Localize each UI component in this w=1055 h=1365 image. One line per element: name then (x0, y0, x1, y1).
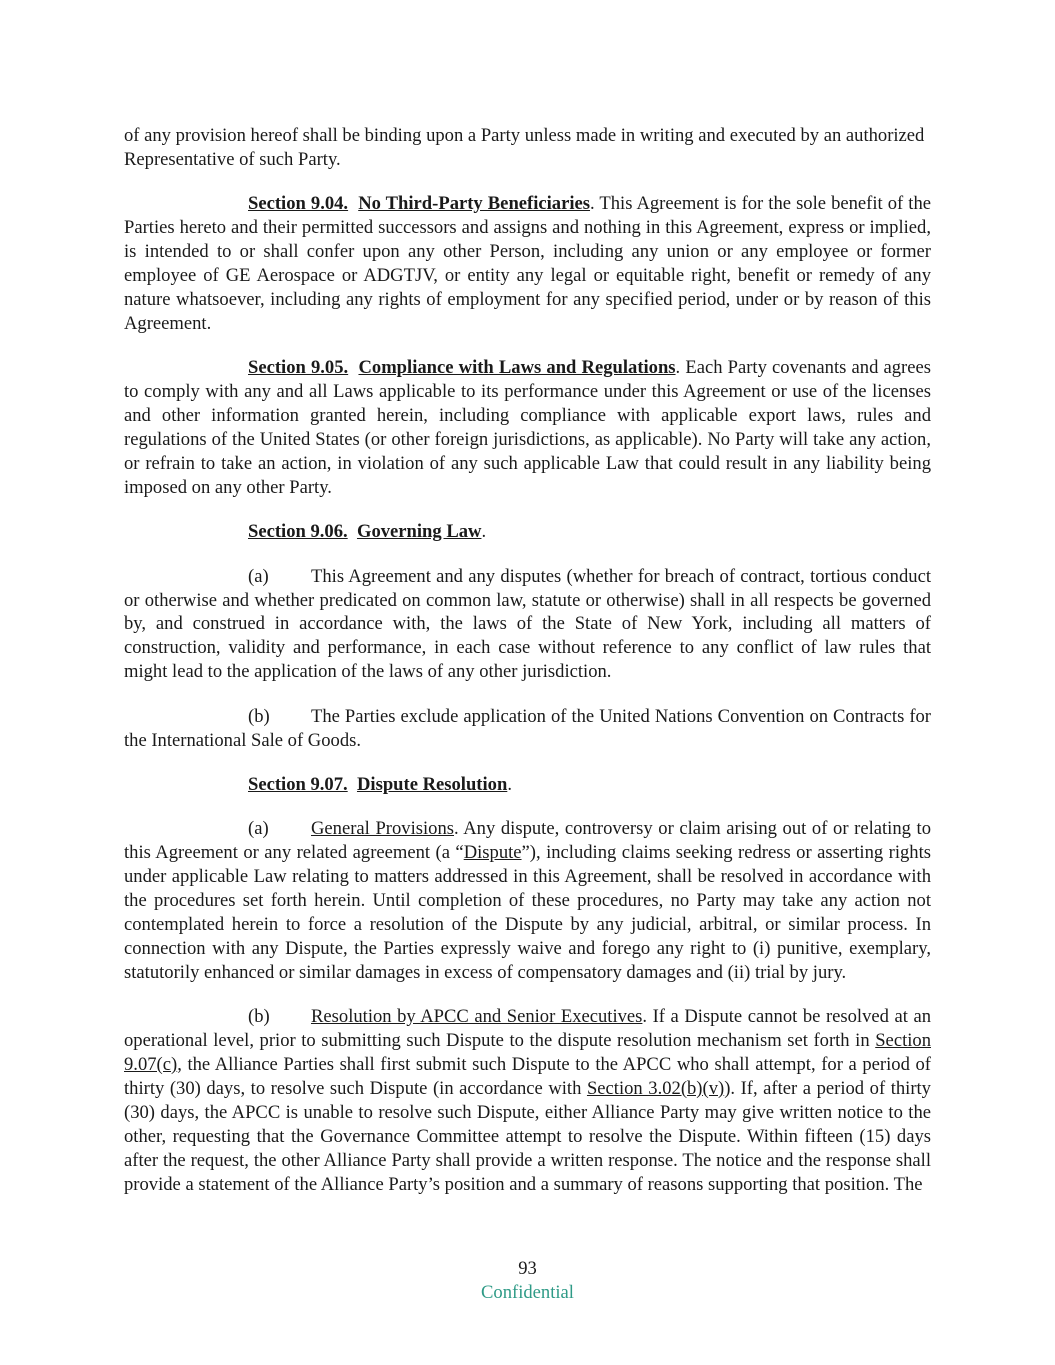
section-number: Section 9.05. (248, 357, 349, 379)
clause-label: (b) (248, 705, 270, 727)
clause-label: (a) (248, 818, 269, 840)
section-9-07-heading: Section 9.07. Dispute Resolution. (248, 773, 512, 795)
section-number: Section 9.07. (248, 773, 348, 795)
clause-label: (a) (248, 565, 269, 587)
section-9-07-b: (b) Resolution by APCC and Senior Executives. If a Dispute cannot be resolved at an operational level, prior to submitting such Dispute to the dispute resolution mechanism set forth in Section 9.07(c), the Alliance Parties shall first submit such Dispute to the APCC who shall attempt, for a period of thirty (30) days, to resolve such Dispute (in accordance with Section 3.02(b)(v)). If, after a period of thirty (30) days, the APCC is unable to resolve such Dispute, either Alliance Party may give written notice to the other, requesting that the Governance Committee attempt to resolve the Dispute. Within fifteen (15) days after the request, the other Alliance Party shall provide a written response. The notice and the response shall provide a statement of the Alliance Party’s position and a summary of reasons supporting that position. The (124, 1006, 931, 1195)
section-number: Section 9.04. (248, 193, 349, 215)
section-9-06-heading: Section 9.06. Governing Law. (248, 521, 487, 543)
section-number: Section 9.06. (248, 521, 348, 543)
section-title: No Third-Party Beneficiaries (358, 193, 591, 215)
clause-label: (b) (248, 1006, 270, 1028)
section-9-06-b (124, 705, 931, 753)
section-body: . Each Party covenants and agrees to comply with any and all Laws applicable to its performance under this Agreement or use of the licenses and other information granted herein, including compliance with applicable export laws, rules and regulations of the United States (or other foreign jurisdictions, as applicable). No Party will take any action, or refrain to take an action, in violation of any such applicable Law that could result in any liability being imposed on any other Party. (124, 357, 931, 498)
clause-body: This Agreement and any disputes (whether for breach of contract, tortious conduct or otherwise and whether predicated on common law, statute or otherwise) shall in all respects be governed by, and construed in accordance with, the laws of the State of New York, including all matters of construction, validity and performance, in each case without reference to any conflict of law rules that might lead to the application of the laws of any other jurisdiction. (124, 565, 931, 683)
section-title: Dispute Resolution (356, 773, 508, 795)
defined-term: Dispute (463, 842, 522, 864)
page-number: 93 (518, 1258, 537, 1279)
section-9-06-a (124, 565, 931, 685)
document-page (124, 124, 931, 1217)
clause-body: The Parties exclude application of the United Nations Convention on Contracts for the International Sale of Goods. (124, 705, 931, 751)
cross-reference-link[interactable]: Section 9.07(c) (124, 1030, 931, 1075)
section-title: Governing Law (356, 521, 482, 543)
clause-title: Resolution by APCC and Senior Executives (311, 1006, 643, 1028)
cross-reference-link[interactable]: Section 3.02(b)(v) (586, 1077, 725, 1099)
section-9-05 (124, 356, 931, 499)
section-9-07-a: (a) General Provisions. Any dispute, controversy or claim arising out of or relating to this Agreement or any related agreement (a “Dispute”), including claims seeking redress or asserting rights under applicable Law relating to matters addressed in this Agreement, shall be resolved in accordance with the procedures set forth herein. Until completion of these procedures, no Party may take any action not contemplated herein to force a resolution of the Dispute by any judicial, arbitral, or similar process. In connection with any Dispute, the Parties expressly waive and forego any right to (i) punitive, exemplary, statutorily enhanced or similar damages in excess of compensatory damages and (ii) trial by jury. (124, 818, 932, 983)
confidential-label: Confidential (481, 1282, 574, 1303)
clause-title: General Provisions (311, 818, 454, 840)
section-title: Compliance with Laws and Regulations (358, 357, 676, 379)
section-9-04 (124, 192, 931, 335)
intro-paragraph: of any provision hereof shall be binding upon a Party unless made in writing and executed by an authorized Representative of such Party. (124, 125, 925, 170)
section-body: . This Agreement is for the sole benefit of the Parties hereto and their permitted successors and assigns and nothing in this Agreement, express or implied, is intended to or shall confer upon any other Person, including any union or any employee or former employee of GE Aerospace or ADGTJV, or entity any legal or equitable right, benefit or remedy of any nature whatsoever, including any rights of employment for any specified period, under or by reason of this Agreement. (124, 193, 931, 334)
